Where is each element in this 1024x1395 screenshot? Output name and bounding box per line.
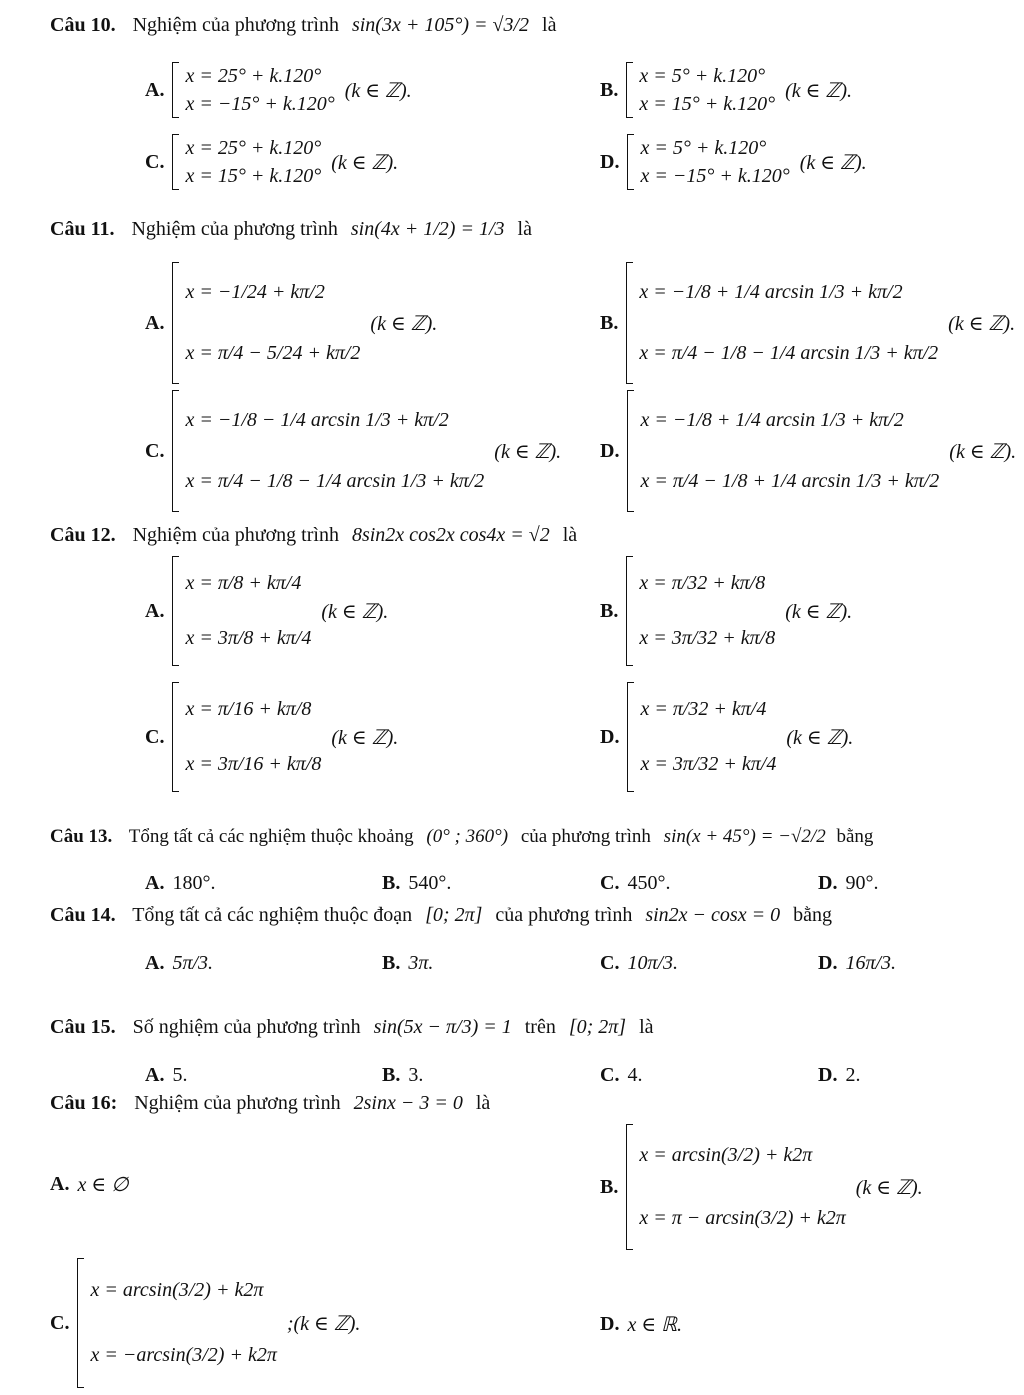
option-label: C. bbox=[50, 1311, 70, 1334]
option-label: B. bbox=[382, 872, 401, 894]
solution-line: x = 15° + k.120° bbox=[639, 92, 776, 115]
option-label: A. bbox=[145, 872, 165, 894]
option-label: D. bbox=[818, 1064, 838, 1086]
interval: [0; 2π] bbox=[425, 904, 483, 926]
solution-line: x = 25° + k.120° bbox=[185, 64, 322, 87]
option-label: B. bbox=[600, 599, 619, 622]
solution-line: x = −1/8 − 1/4 arcsin 1/3 + kπ/2 bbox=[185, 409, 449, 431]
equation: sin(3x + 105°) = √3/2 bbox=[351, 14, 530, 36]
option-b[interactable] bbox=[600, 262, 1015, 384]
solution-line: x = arcsin(3/2) + k2π bbox=[639, 1144, 813, 1166]
solution-line: x = −1/8 + 1/4 arcsin 1/3 + kπ/2 bbox=[639, 281, 903, 303]
k-domain: (k ∈ ℤ). bbox=[331, 726, 399, 749]
question-tail: là bbox=[517, 218, 532, 240]
k-domain: (k ∈ ℤ). bbox=[344, 79, 412, 102]
solution-line: x = π/4 − 5/24 + kπ/2 bbox=[185, 342, 361, 364]
question-number: Câu 10. bbox=[50, 14, 116, 36]
k-domain: (k ∈ ℤ). bbox=[855, 1176, 923, 1199]
option-label: D. bbox=[600, 150, 620, 173]
option-label: B. bbox=[600, 78, 619, 101]
equation: sin(5x − π/3) = 1 bbox=[373, 1016, 512, 1038]
question-text: Nghiệm của phương trình bbox=[131, 218, 338, 240]
option-b[interactable] bbox=[600, 1124, 923, 1250]
option-b[interactable] bbox=[382, 952, 433, 975]
question-number: Câu 15. bbox=[50, 1016, 116, 1038]
option-d[interactable] bbox=[600, 390, 1016, 512]
option-value: 3. bbox=[408, 1064, 424, 1086]
option-b[interactable] bbox=[382, 1064, 423, 1087]
question-15 bbox=[50, 1016, 654, 1039]
question-number: Câu 13. bbox=[50, 826, 113, 847]
k-domain: (k ∈ ℤ). bbox=[331, 151, 399, 174]
option-label: B. bbox=[600, 1175, 619, 1198]
option-a[interactable] bbox=[145, 872, 215, 895]
option-value: x ∈ ℝ. bbox=[627, 1314, 682, 1336]
option-label: A. bbox=[50, 1173, 70, 1195]
option-label: B. bbox=[600, 311, 619, 334]
option-value: x ∈ ∅ bbox=[77, 1174, 129, 1196]
question-text: Tổng tất cả các nghiệm thuộc khoảng bbox=[128, 826, 414, 847]
option-d[interactable] bbox=[600, 1312, 682, 1337]
option-c[interactable] bbox=[145, 134, 398, 190]
option-d[interactable] bbox=[818, 872, 878, 895]
question-text-2: của phương trình bbox=[495, 904, 633, 926]
question-tail: là bbox=[475, 1092, 491, 1114]
option-value: 4. bbox=[627, 1064, 643, 1086]
option-label: D. bbox=[600, 1313, 620, 1335]
solution-line: x = −15° + k.120° bbox=[185, 92, 335, 115]
option-label: D. bbox=[600, 439, 620, 462]
option-d[interactable] bbox=[600, 682, 853, 792]
equation: sin2x − cosx = 0 bbox=[645, 904, 781, 926]
option-label: A. bbox=[145, 599, 165, 622]
option-value: 10π/3. bbox=[627, 952, 679, 974]
solution-line: x = −1/8 + 1/4 arcsin 1/3 + kπ/2 bbox=[640, 409, 904, 431]
question-13 bbox=[50, 826, 873, 848]
equation: 2sinx − 3 = 0 bbox=[353, 1092, 463, 1114]
question-10 bbox=[50, 14, 556, 37]
k-domain: (k ∈ ℤ). bbox=[799, 151, 867, 174]
option-label: A. bbox=[145, 78, 165, 101]
option-a[interactable] bbox=[145, 1064, 187, 1087]
question-text: Tổng tất cả các nghiệm thuộc đoạn bbox=[132, 904, 413, 926]
option-label: C. bbox=[145, 150, 165, 173]
option-c[interactable] bbox=[145, 390, 561, 512]
k-domain: (k ∈ ℤ). bbox=[785, 79, 852, 102]
option-b[interactable] bbox=[600, 62, 852, 118]
option-label: B. bbox=[382, 1064, 401, 1086]
option-a[interactable] bbox=[145, 262, 437, 384]
option-c[interactable] bbox=[600, 872, 670, 895]
k-domain: (k ∈ ℤ). bbox=[948, 312, 1016, 335]
option-label: D. bbox=[600, 725, 620, 748]
question-number: Câu 16: bbox=[50, 1092, 118, 1114]
solution-line: x = 25° + k.120° bbox=[185, 136, 322, 159]
question-12 bbox=[50, 524, 577, 547]
option-a[interactable] bbox=[145, 62, 412, 118]
option-a[interactable] bbox=[50, 1172, 129, 1197]
question-11 bbox=[50, 218, 532, 241]
option-d[interactable] bbox=[818, 952, 896, 975]
question-text-2: của phương trình bbox=[520, 826, 651, 847]
option-d[interactable] bbox=[600, 134, 867, 190]
solution-line: x = 3π/32 + kπ/8 bbox=[639, 627, 776, 649]
option-d[interactable] bbox=[818, 1064, 860, 1087]
option-c[interactable] bbox=[50, 1258, 360, 1388]
option-a[interactable] bbox=[145, 556, 388, 666]
solution-line: x = −arcsin(3/2) + k2π bbox=[90, 1344, 277, 1366]
k-domain: (k ∈ ℤ). bbox=[321, 600, 389, 623]
question-16 bbox=[50, 1092, 490, 1115]
option-label: C. bbox=[145, 725, 165, 748]
option-label: C. bbox=[145, 439, 165, 462]
question-text: Nghiệm của phương trình bbox=[132, 14, 339, 36]
question-number: Câu 11. bbox=[50, 218, 115, 240]
option-label: A. bbox=[145, 311, 165, 334]
option-value: 90°. bbox=[845, 872, 879, 894]
interval: [0; 2π] bbox=[568, 1016, 627, 1038]
solution-line: x = −1/24 + kπ/2 bbox=[185, 281, 325, 303]
k-domain: (k ∈ ℤ). bbox=[370, 312, 438, 335]
option-label: A. bbox=[145, 952, 165, 974]
solution-line: x = π/4 − 1/8 − 1/4 arcsin 1/3 + kπ/2 bbox=[185, 470, 485, 492]
option-c[interactable] bbox=[145, 682, 398, 792]
question-text-2: trên bbox=[524, 1016, 556, 1038]
option-value: 2. bbox=[845, 1064, 861, 1086]
interval: (0° ; 360°) bbox=[426, 826, 509, 847]
k-domain: (k ∈ ℤ). bbox=[785, 600, 853, 623]
solution-line: x = π/4 − 1/8 − 1/4 arcsin 1/3 + kπ/2 bbox=[639, 342, 939, 364]
question-tail: là bbox=[562, 524, 578, 546]
solution-line: x = π/32 + kπ/4 bbox=[640, 698, 767, 720]
solution-line: x = 3π/8 + kπ/4 bbox=[185, 627, 312, 649]
option-value: 450°. bbox=[627, 872, 671, 894]
equation: 8sin2x cos2x cos4x = √2 bbox=[351, 524, 550, 546]
equation: sin(4x + 1/2) = 1/3 bbox=[350, 218, 505, 240]
question-tail: là bbox=[542, 14, 557, 36]
option-value: 3π. bbox=[408, 952, 434, 974]
solution-line: x = π/4 − 1/8 + 1/4 arcsin 1/3 + kπ/2 bbox=[640, 470, 940, 492]
option-value: 16π/3. bbox=[845, 952, 897, 974]
solution-line: x = π − arcsin(3/2) + k2π bbox=[639, 1207, 846, 1229]
solution-line: x = π/16 + kπ/8 bbox=[185, 698, 312, 720]
question-tail: bằng bbox=[793, 904, 832, 926]
question-text: Nghiệm của phương trình bbox=[132, 524, 339, 546]
equation: sin(x + 45°) = −√2/2 bbox=[663, 826, 826, 847]
option-value: 540°. bbox=[408, 872, 452, 894]
option-label: C. bbox=[600, 952, 620, 974]
option-label: D. bbox=[818, 872, 838, 894]
question-text: Nghiệm của phương trình bbox=[134, 1092, 341, 1114]
solution-line: x = π/32 + kπ/8 bbox=[639, 572, 766, 594]
solution-line: x = 3π/32 + kπ/4 bbox=[640, 753, 777, 775]
solution-line: x = π/8 + kπ/4 bbox=[185, 572, 302, 594]
question-tail: là bbox=[639, 1016, 654, 1038]
solution-line: x = 5° + k.120° bbox=[640, 136, 767, 159]
option-b[interactable] bbox=[600, 556, 852, 666]
question-text: Số nghiệm của phương trình bbox=[132, 1016, 361, 1038]
question-14 bbox=[50, 904, 832, 927]
question-tail: bằng bbox=[836, 826, 874, 847]
k-domain: ;(k ∈ ℤ). bbox=[286, 1312, 361, 1335]
solution-line: x = 5° + k.120° bbox=[639, 64, 766, 87]
option-a[interactable] bbox=[145, 952, 213, 975]
option-c[interactable] bbox=[600, 952, 678, 975]
option-value: 180°. bbox=[172, 872, 216, 894]
question-number: Câu 12. bbox=[50, 524, 116, 546]
option-c[interactable] bbox=[600, 1064, 642, 1087]
option-value: 5. bbox=[172, 1064, 188, 1086]
solution-line: x = arcsin(3/2) + k2π bbox=[90, 1279, 264, 1301]
k-domain: (k ∈ ℤ). bbox=[494, 440, 562, 463]
question-number: Câu 14. bbox=[50, 904, 116, 926]
k-domain: (k ∈ ℤ). bbox=[786, 726, 854, 749]
solution-line: x = 15° + k.120° bbox=[185, 164, 322, 187]
option-label: C. bbox=[600, 1064, 620, 1086]
solution-line: x = −15° + k.120° bbox=[640, 164, 790, 187]
solution-line: x = 3π/16 + kπ/8 bbox=[185, 753, 322, 775]
option-value: 5π/3. bbox=[172, 952, 214, 974]
option-label: A. bbox=[145, 1064, 165, 1086]
option-label: C. bbox=[600, 872, 620, 894]
option-b[interactable] bbox=[382, 872, 451, 895]
option-label: B. bbox=[382, 952, 401, 974]
option-label: D. bbox=[818, 952, 838, 974]
k-domain: (k ∈ ℤ). bbox=[949, 440, 1017, 463]
